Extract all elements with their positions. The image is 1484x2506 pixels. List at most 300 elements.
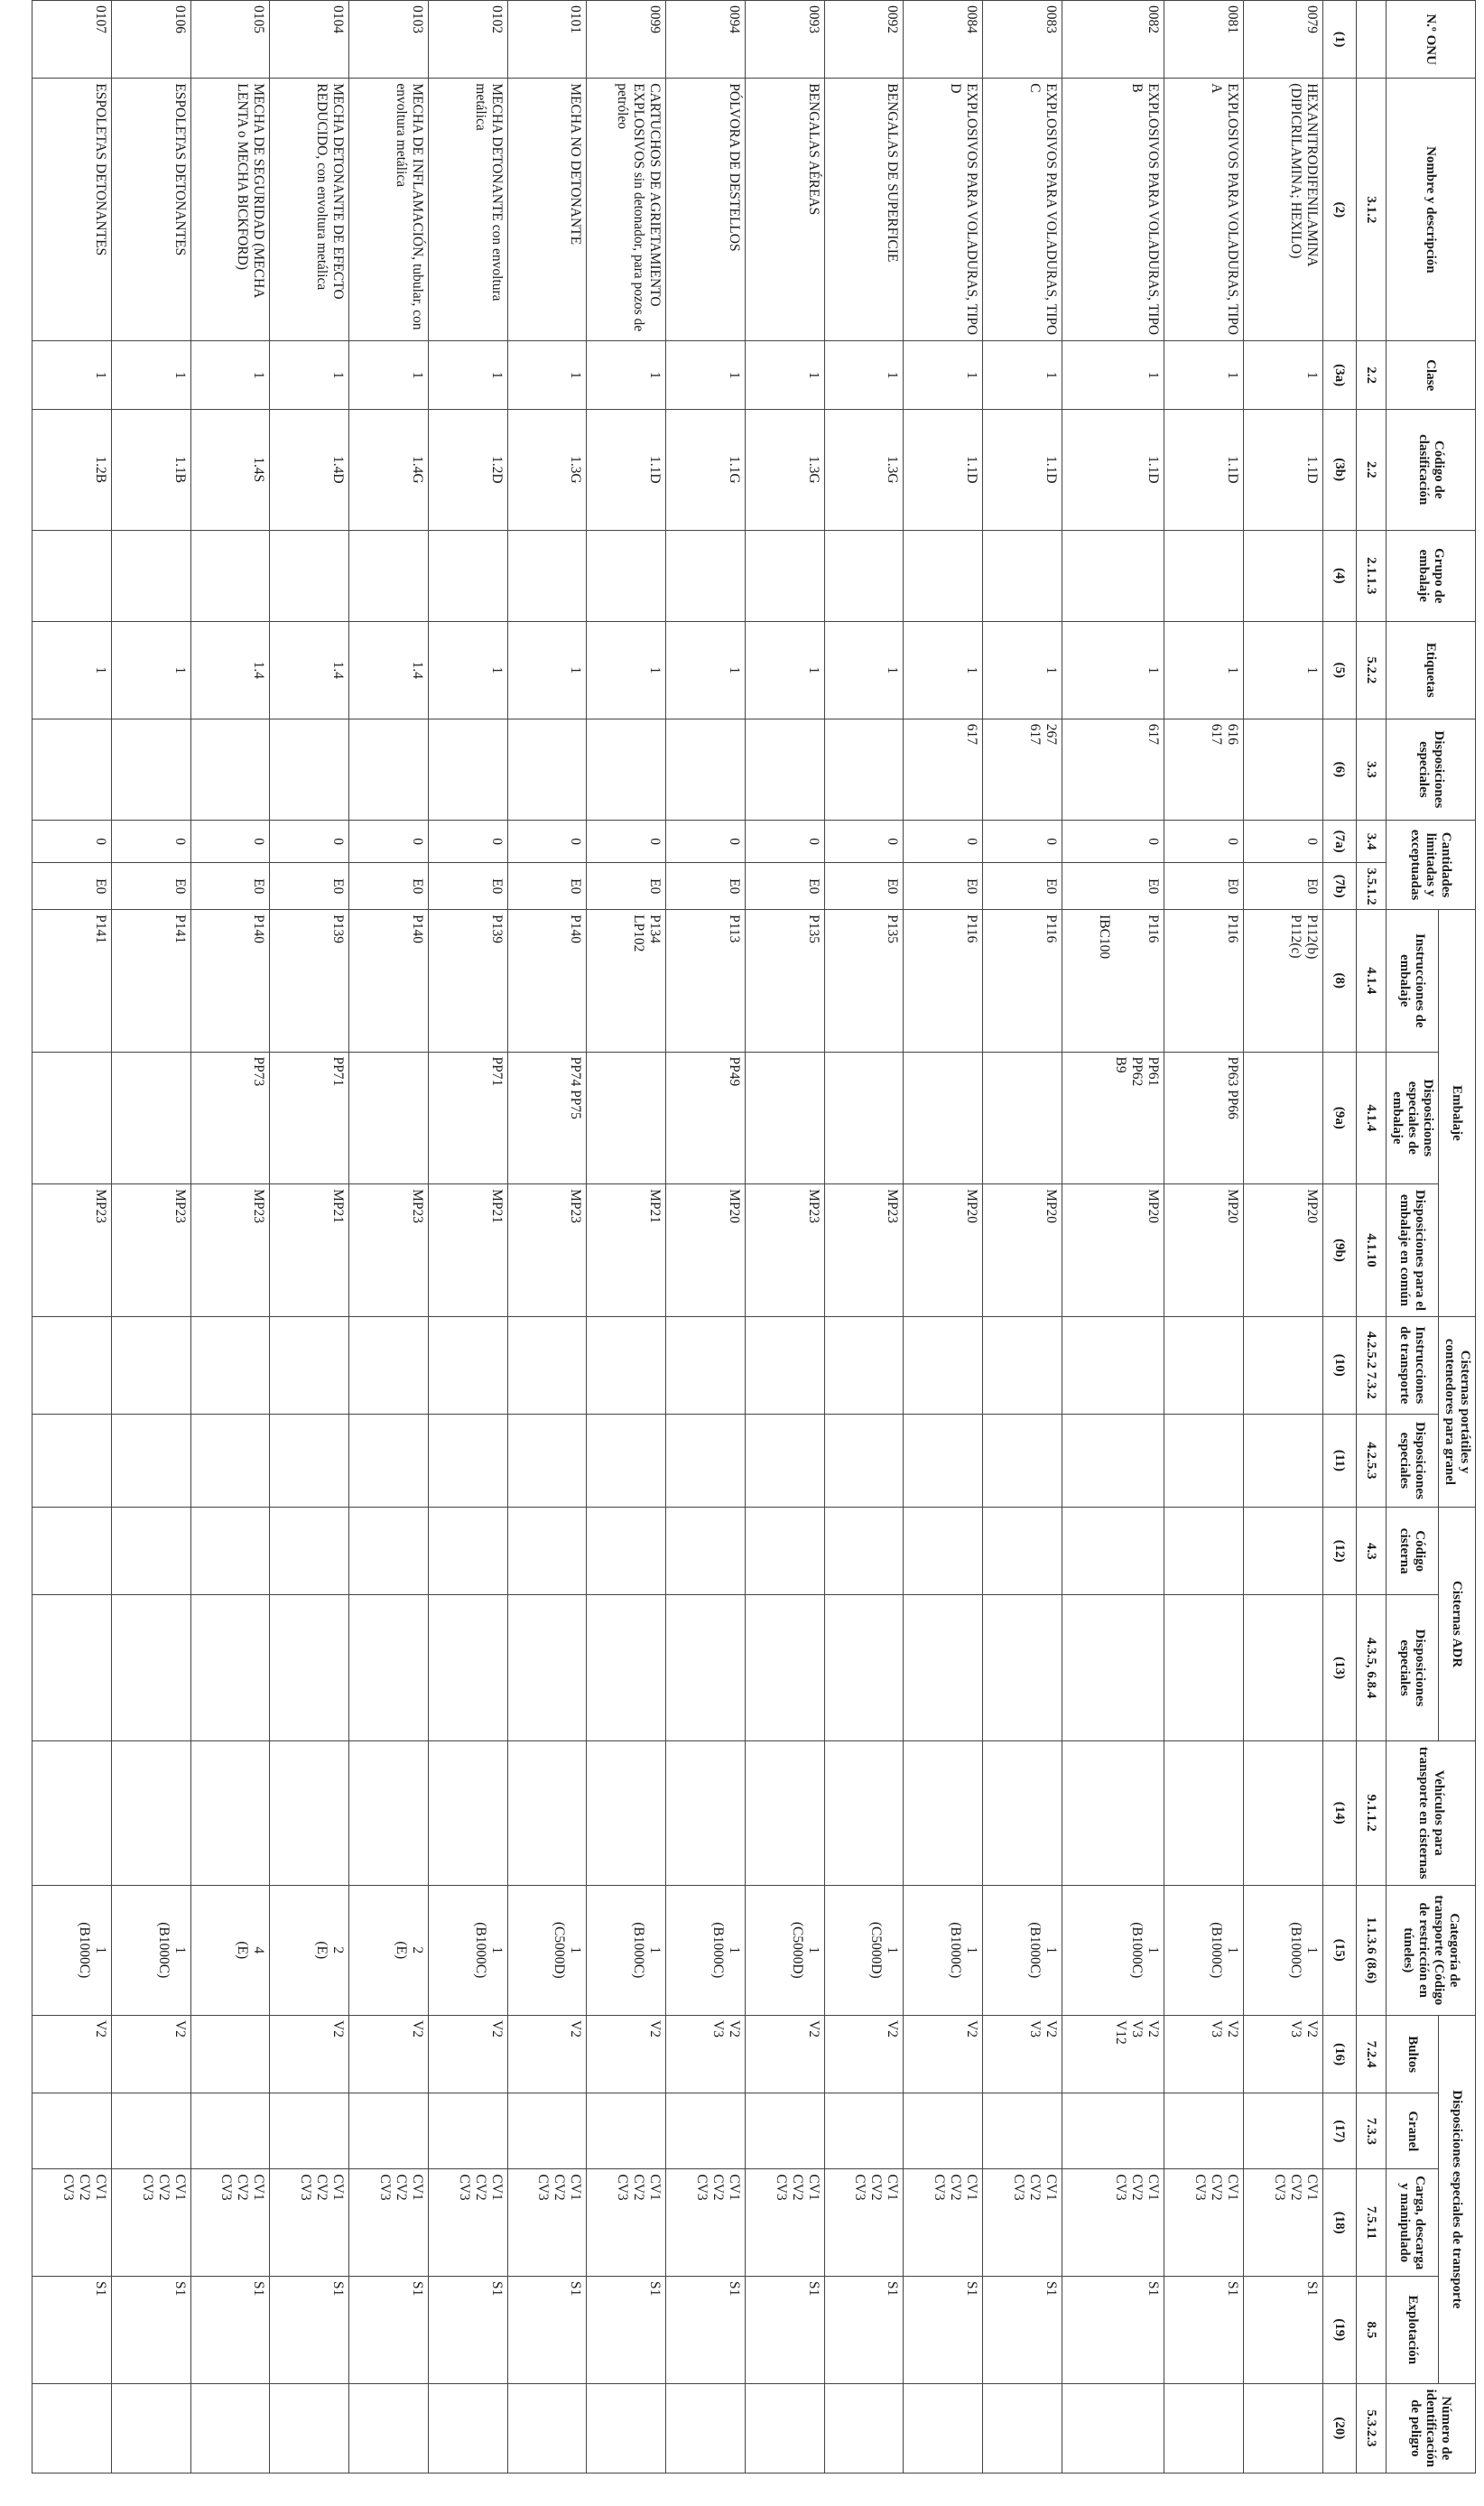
loading-provisions-line: CV3 bbox=[1010, 2174, 1026, 2201]
packages-provisions bbox=[745, 2016, 824, 2093]
substance-name: EXPLOSIVOS PARA VOLADURAS, TIPO B bbox=[1062, 79, 1164, 341]
un-number: 0099 bbox=[587, 1, 666, 79]
packing-instructions-line: IBC100 bbox=[1097, 914, 1113, 960]
packing-instructions-line bbox=[1113, 914, 1129, 1046]
substance-name: ESPOLETAS DETONANTES bbox=[32, 79, 112, 341]
column-number: (4) bbox=[1323, 530, 1357, 621]
limited-quantity: 0 bbox=[507, 820, 587, 862]
ref-cell: 4.3 bbox=[1357, 1508, 1387, 1595]
transport-category bbox=[1062, 1885, 1164, 2015]
un-number: 0104 bbox=[270, 1, 349, 79]
adr-special bbox=[1062, 1595, 1164, 1741]
packing-special bbox=[745, 1052, 824, 1184]
labels-cell: 1 bbox=[983, 621, 1062, 719]
labels-cell: 1 bbox=[32, 621, 112, 719]
transport-category-line: (B1000C) bbox=[948, 1922, 964, 1979]
table-row bbox=[587, 1, 666, 2474]
packing-special bbox=[270, 1052, 349, 1184]
special-provisions bbox=[904, 719, 983, 820]
packing-instructions-line: P112(c) bbox=[1288, 914, 1303, 959]
packages-provisions-line: V2 bbox=[1145, 2020, 1162, 2037]
packing-instructions-line: P116 bbox=[1043, 914, 1059, 943]
labels-cell: 1.4 bbox=[190, 621, 270, 719]
vehicle-cell bbox=[111, 1740, 190, 1885]
tank-code bbox=[587, 1508, 666, 1595]
ref-cell: 2.2 bbox=[1357, 409, 1387, 530]
transport-category-line: 1 bbox=[1043, 1946, 1059, 1954]
header-packaging: Embalaje bbox=[1439, 910, 1476, 1317]
packing-group bbox=[904, 530, 983, 621]
header-packing-group: Grupo de embalaje bbox=[1387, 530, 1476, 621]
substance-name: EXPLOSIVOS PARA VOLADURAS, TIPO D bbox=[904, 79, 983, 341]
limited-quantity: 0 bbox=[904, 820, 983, 862]
transport-category-line: (B1000C) bbox=[1129, 1922, 1145, 1979]
classification-code: 1.1D bbox=[1164, 409, 1244, 530]
vehicle-cell bbox=[32, 1740, 112, 1885]
excepted-quantity: E0 bbox=[824, 863, 904, 910]
packing-instructions bbox=[587, 910, 666, 1052]
packing-instructions bbox=[190, 910, 270, 1052]
column-number-row bbox=[1323, 1, 1357, 2474]
vehicle-cell bbox=[507, 1740, 587, 1885]
header-operation: Explotación bbox=[1387, 2277, 1439, 2384]
tank-code bbox=[1244, 1508, 1323, 1595]
column-number: (3a) bbox=[1323, 341, 1357, 409]
column-number: (6) bbox=[1323, 719, 1357, 820]
vehicle-cell bbox=[1164, 1740, 1244, 1885]
special-provisions-line: 617 bbox=[964, 723, 980, 746]
loading-provisions-line: CV3 bbox=[1113, 2174, 1129, 2201]
table-row bbox=[824, 1, 904, 2474]
class-cell: 1 bbox=[983, 341, 1062, 409]
ref-cell: 4.2.5.3 bbox=[1357, 1414, 1387, 1508]
column-number: (1) bbox=[1323, 1, 1357, 79]
vehicle-cell bbox=[1062, 1740, 1164, 1885]
tank-instructions bbox=[904, 1316, 983, 1414]
adr-special bbox=[111, 1595, 190, 1741]
loading-provisions-line: CV2 bbox=[631, 2174, 647, 2201]
transport-category-line: (E) bbox=[314, 1941, 330, 1960]
loading-provisions bbox=[428, 2169, 507, 2277]
classification-code: 1.1D bbox=[1062, 409, 1164, 530]
transport-category-line: (B1000C) bbox=[1026, 1922, 1043, 1979]
ref-cell: 7.5.11 bbox=[1357, 2169, 1387, 2277]
packages-provisions-line: V2 bbox=[409, 2020, 425, 2037]
packing-group bbox=[1244, 530, 1323, 621]
loading-provisions-line: CV2 bbox=[235, 2174, 251, 2201]
operation-cell: S1 bbox=[190, 2277, 270, 2384]
column-number: (12) bbox=[1323, 1508, 1357, 1595]
transport-category-line: 4 bbox=[251, 1946, 267, 1954]
ref-cell: 7.2.4 bbox=[1357, 2016, 1387, 2093]
packing-instructions-line: P116 bbox=[1225, 914, 1241, 943]
packing-special bbox=[1062, 1052, 1164, 1184]
loading-provisions-line: CV1 bbox=[488, 2174, 505, 2201]
loading-provisions-line: CV2 bbox=[155, 2174, 172, 2201]
packing-special bbox=[983, 1052, 1062, 1184]
tank-instructions bbox=[507, 1316, 587, 1414]
tank-instructions bbox=[32, 1316, 112, 1414]
table-row bbox=[111, 1, 190, 2474]
packing-instructions bbox=[507, 910, 587, 1052]
tank-instructions bbox=[745, 1316, 824, 1414]
labels-cell: 1 bbox=[666, 621, 746, 719]
packing-group bbox=[428, 530, 507, 621]
loading-provisions-line: CV1 bbox=[409, 2174, 425, 2201]
packing-group bbox=[270, 530, 349, 621]
bulk-cell bbox=[1244, 2093, 1323, 2169]
class-cell: 1 bbox=[270, 341, 349, 409]
loading-provisions-line: CV1 bbox=[568, 2174, 584, 2201]
labels-cell: 1 bbox=[507, 621, 587, 719]
hazard-id-cell bbox=[1062, 2383, 1164, 2473]
operation-cell: S1 bbox=[587, 2277, 666, 2384]
packing-special bbox=[111, 1052, 190, 1184]
column-number: (9a) bbox=[1323, 1052, 1357, 1184]
vehicle-cell bbox=[190, 1740, 270, 1885]
special-provisions-line: 616 bbox=[1225, 723, 1241, 746]
packing-special bbox=[666, 1052, 746, 1184]
column-number: (11) bbox=[1323, 1414, 1357, 1508]
loading-provisions bbox=[1062, 2169, 1164, 2277]
packing-instructions-line: P134 bbox=[647, 914, 663, 943]
labels-cell: 1 bbox=[111, 621, 190, 719]
transport-category bbox=[1244, 1885, 1323, 2015]
limited-quantity: 0 bbox=[349, 820, 429, 862]
transport-category-line: 1 bbox=[1225, 1946, 1241, 1954]
packing-instructions bbox=[824, 910, 904, 1052]
column-number: (3b) bbox=[1323, 409, 1357, 530]
labels-cell: 1 bbox=[1062, 621, 1164, 719]
header-un: N.º ONU bbox=[1387, 1, 1476, 79]
tank-instructions bbox=[1164, 1316, 1244, 1414]
header-bulk: Granel bbox=[1387, 2093, 1439, 2169]
class-cell: 1 bbox=[349, 341, 429, 409]
header-packing-special: Disposiciones especiales de embalaje bbox=[1387, 1052, 1439, 1184]
labels-cell: 1 bbox=[428, 621, 507, 719]
packages-provisions-line: V2 bbox=[92, 2020, 108, 2037]
hazard-id-cell bbox=[32, 2383, 112, 2473]
packages-provisions-line: V2 bbox=[726, 2020, 742, 2037]
loading-provisions-line: CV2 bbox=[1129, 2174, 1145, 2201]
loading-provisions-line: CV3 bbox=[932, 2174, 948, 2201]
tank-special bbox=[587, 1414, 666, 1508]
mixed-packing: MP20 bbox=[1062, 1184, 1164, 1317]
un-number: 0105 bbox=[190, 1, 270, 79]
column-number: (5) bbox=[1323, 621, 1357, 719]
transport-category-line: 1 bbox=[1304, 1946, 1320, 1954]
loading-provisions-line: CV1 bbox=[1225, 2174, 1241, 2201]
packages-provisions-line: V12 bbox=[1113, 2020, 1129, 2045]
bulk-cell bbox=[983, 2093, 1062, 2169]
limited-quantity: 0 bbox=[1062, 820, 1164, 862]
substance-name: MECHA NO DETONANTE bbox=[507, 79, 587, 341]
packing-instructions-line: P135 bbox=[805, 914, 821, 943]
labels-cell: 1 bbox=[587, 621, 666, 719]
column-number: (14) bbox=[1323, 1740, 1357, 1885]
packages-provisions bbox=[190, 2016, 270, 2093]
operation-cell: S1 bbox=[32, 2277, 112, 2384]
packing-special bbox=[1244, 1052, 1323, 1184]
tank-code bbox=[190, 1508, 270, 1595]
adr-special bbox=[904, 1595, 983, 1741]
un-number: 0103 bbox=[349, 1, 429, 79]
mixed-packing: MP23 bbox=[190, 1184, 270, 1317]
ref-cell: 4.1.4 bbox=[1357, 910, 1387, 1052]
loading-provisions-line: CV2 bbox=[710, 2174, 726, 2201]
excepted-quantity: E0 bbox=[270, 863, 349, 910]
packing-instructions bbox=[349, 910, 429, 1052]
transport-category-line: (B1000C) bbox=[1209, 1922, 1225, 1979]
transport-category-line: (C5000D) bbox=[868, 1921, 885, 1979]
mixed-packing: MP23 bbox=[32, 1184, 112, 1317]
classification-code: 1.3G bbox=[745, 409, 824, 530]
special-provisions bbox=[32, 719, 112, 820]
classification-code: 1.1G bbox=[666, 409, 746, 530]
packages-provisions bbox=[824, 2016, 904, 2093]
un-number: 0106 bbox=[111, 1, 190, 79]
classification-code: 1.3G bbox=[507, 409, 587, 530]
loading-provisions bbox=[1164, 2169, 1244, 2277]
column-number: (13) bbox=[1323, 1595, 1357, 1741]
operation-cell: S1 bbox=[111, 2277, 190, 2384]
special-provisions bbox=[1164, 719, 1244, 820]
packing-special bbox=[349, 1052, 429, 1184]
table-row bbox=[1062, 1, 1164, 2474]
un-number: 0094 bbox=[666, 1, 746, 79]
loading-provisions-line: CV2 bbox=[76, 2174, 92, 2201]
tank-instructions bbox=[666, 1316, 746, 1414]
un-number: 0083 bbox=[983, 1, 1062, 79]
excepted-quantity: E0 bbox=[587, 863, 666, 910]
packing-instructions bbox=[1244, 910, 1323, 1052]
table-body bbox=[32, 1, 1323, 2474]
tank-instructions bbox=[428, 1316, 507, 1414]
labels-cell: 1 bbox=[1244, 621, 1323, 719]
packages-provisions-line: V3 bbox=[1288, 2020, 1303, 2037]
packing-group bbox=[507, 530, 587, 621]
tank-code bbox=[824, 1508, 904, 1595]
un-number: 0101 bbox=[507, 1, 587, 79]
operation-cell: S1 bbox=[983, 2277, 1062, 2384]
special-provisions bbox=[983, 719, 1062, 820]
loading-provisions-line: CV3 bbox=[376, 2174, 393, 2201]
bulk-cell bbox=[270, 2093, 349, 2169]
packing-group bbox=[190, 530, 270, 621]
transport-category-line: 1 bbox=[964, 1946, 980, 1954]
transport-category-line: (C5000D) bbox=[789, 1921, 805, 1979]
mixed-packing: MP23 bbox=[349, 1184, 429, 1317]
tank-special bbox=[983, 1414, 1062, 1508]
class-cell: 1 bbox=[824, 341, 904, 409]
packing-instructions-line: P135 bbox=[885, 914, 901, 943]
substance-name: MECHA DE INFLAMACIÓN, tubular, con envoltura metálica bbox=[349, 79, 429, 341]
bulk-cell bbox=[824, 2093, 904, 2169]
tank-code bbox=[270, 1508, 349, 1595]
packing-instructions-line: P140 bbox=[409, 914, 425, 943]
tank-instructions bbox=[587, 1316, 666, 1414]
header-class: Clase bbox=[1387, 341, 1476, 409]
excepted-quantity: E0 bbox=[745, 863, 824, 910]
operation-cell: S1 bbox=[1164, 2277, 1244, 2384]
adr-special bbox=[745, 1595, 824, 1741]
packages-provisions-line: V2 bbox=[1043, 2020, 1059, 2037]
packing-group bbox=[349, 530, 429, 621]
packages-provisions-line: V2 bbox=[805, 2020, 821, 2037]
loading-provisions bbox=[745, 2169, 824, 2277]
loading-provisions-line: CV2 bbox=[948, 2174, 964, 2201]
hazard-id-cell bbox=[428, 2383, 507, 2473]
header-classification-code: Código de clasificación bbox=[1387, 409, 1476, 530]
loading-provisions bbox=[666, 2169, 746, 2277]
mixed-packing: MP20 bbox=[666, 1184, 746, 1317]
classification-code: 1.1D bbox=[587, 409, 666, 530]
loading-provisions-line: CV3 bbox=[139, 2174, 155, 2201]
bulk-cell bbox=[349, 2093, 429, 2169]
limited-quantity: 0 bbox=[111, 820, 190, 862]
packages-provisions-line: V3 bbox=[1129, 2020, 1145, 2037]
transport-category-line: 1 bbox=[172, 1946, 188, 1954]
packages-provisions bbox=[1164, 2016, 1244, 2093]
transport-category-line: 1 bbox=[1145, 1946, 1162, 1954]
packing-instructions-line: P140 bbox=[251, 914, 267, 943]
table-row bbox=[190, 1, 270, 2474]
packing-instructions-line: P141 bbox=[172, 914, 188, 943]
column-number: (20) bbox=[1323, 2383, 1357, 2473]
bulk-cell bbox=[587, 2093, 666, 2169]
packages-provisions-line: V3 bbox=[1026, 2020, 1043, 2037]
class-cell: 1 bbox=[32, 341, 112, 409]
packing-instructions bbox=[1062, 910, 1164, 1052]
packing-instructions bbox=[983, 910, 1062, 1052]
packages-provisions bbox=[349, 2016, 429, 2093]
mixed-packing: MP21 bbox=[270, 1184, 349, 1317]
class-cell: 1 bbox=[507, 341, 587, 409]
mixed-packing: MP20 bbox=[1164, 1184, 1244, 1317]
tank-special bbox=[111, 1414, 190, 1508]
excepted-quantity: E0 bbox=[1244, 863, 1323, 910]
packages-provisions-line: V2 bbox=[964, 2020, 980, 2037]
loading-provisions-line: CV1 bbox=[1304, 2174, 1320, 2201]
loading-provisions-line: CV1 bbox=[172, 2174, 188, 2201]
loading-provisions-line: CV3 bbox=[456, 2174, 472, 2201]
packages-provisions bbox=[111, 2016, 190, 2093]
loading-provisions bbox=[349, 2169, 429, 2277]
substance-name: CARTUCHOS DE AGRIETAMIENTO EXPLOSIVOS sin detonador, para pozos de petróleo bbox=[587, 79, 666, 341]
packing-group bbox=[1164, 530, 1244, 621]
tank-code bbox=[507, 1508, 587, 1595]
column-number: (15) bbox=[1323, 1885, 1357, 2015]
transport-category-line: (B1000C) bbox=[631, 1922, 647, 1979]
tank-code bbox=[745, 1508, 824, 1595]
vehicle-cell bbox=[270, 1740, 349, 1885]
packing-instructions bbox=[745, 910, 824, 1052]
tank-special bbox=[349, 1414, 429, 1508]
packages-provisions bbox=[904, 2016, 983, 2093]
substance-name: PÓLVORA DE DESTELLOS bbox=[666, 79, 746, 341]
header-special-provisions: Disposiciones especiales bbox=[1387, 719, 1476, 820]
packing-instructions bbox=[32, 910, 112, 1052]
tank-code bbox=[983, 1508, 1062, 1595]
hazard-id-cell bbox=[666, 2383, 746, 2473]
column-number: (9b) bbox=[1323, 1184, 1357, 1317]
loading-provisions-line: CV3 bbox=[615, 2174, 631, 2201]
ref-cell: 4.1.10 bbox=[1357, 1184, 1387, 1317]
loading-provisions-line: CV2 bbox=[314, 2174, 330, 2201]
transport-category bbox=[983, 1885, 1062, 2015]
loading-provisions-line: CV3 bbox=[773, 2174, 789, 2201]
excepted-quantity: E0 bbox=[666, 863, 746, 910]
bulk-cell bbox=[32, 2093, 112, 2169]
transport-category-line: 1 bbox=[805, 1946, 821, 1954]
packing-special-line: PP71 bbox=[488, 1056, 505, 1087]
transport-category-line: (E) bbox=[393, 1941, 409, 1960]
tank-instructions bbox=[1244, 1316, 1323, 1414]
transport-category-line: 1 bbox=[885, 1946, 901, 1954]
ref-cell bbox=[1357, 1, 1387, 79]
loading-provisions-line: CV1 bbox=[1145, 2174, 1162, 2201]
substance-name: MECHA DETONANTE DE EFECTO REDUCIDO, con envoltura metálica bbox=[270, 79, 349, 341]
loading-provisions-line: CV1 bbox=[647, 2174, 663, 2201]
limited-quantity: 0 bbox=[428, 820, 507, 862]
labels-cell: 1 bbox=[904, 621, 983, 719]
ref-cell: 8.5 bbox=[1357, 2277, 1387, 2384]
excepted-quantity: E0 bbox=[1062, 863, 1164, 910]
labels-cell: 1.4 bbox=[349, 621, 429, 719]
limited-quantity: 0 bbox=[587, 820, 666, 862]
packages-provisions bbox=[1244, 2016, 1323, 2093]
packing-instructions-line: P141 bbox=[92, 914, 108, 943]
packing-group bbox=[745, 530, 824, 621]
packing-special bbox=[428, 1052, 507, 1184]
mixed-packing: MP21 bbox=[428, 1184, 507, 1317]
packages-provisions bbox=[1062, 2016, 1164, 2093]
tank-instructions bbox=[190, 1316, 270, 1414]
header-adr-special: Disposiciones especiales bbox=[1387, 1595, 1439, 1741]
excepted-quantity: E0 bbox=[428, 863, 507, 910]
loading-provisions-line: CV1 bbox=[964, 2174, 980, 2201]
tank-code bbox=[904, 1508, 983, 1595]
transport-category bbox=[349, 1885, 429, 2015]
loading-provisions bbox=[904, 2169, 983, 2277]
hazard-id-cell bbox=[824, 2383, 904, 2473]
packing-instructions bbox=[111, 910, 190, 1052]
classification-code: 1.4G bbox=[349, 409, 429, 530]
loading-provisions-line: CV2 bbox=[1288, 2174, 1303, 2201]
packing-special bbox=[904, 1052, 983, 1184]
vehicle-cell bbox=[428, 1740, 507, 1885]
tank-code bbox=[32, 1508, 112, 1595]
vehicle-cell bbox=[1244, 1740, 1323, 1885]
un-number: 0102 bbox=[428, 1, 507, 79]
transport-category bbox=[666, 1885, 746, 2015]
un-number: 0107 bbox=[32, 1, 112, 79]
loading-provisions-line: CV3 bbox=[218, 2174, 235, 2201]
header-mixed-packing: Disposiciones para el embalaje en común bbox=[1387, 1184, 1439, 1317]
packing-instructions-line: P113 bbox=[726, 914, 742, 943]
transport-category-line: (C5000D) bbox=[552, 1921, 568, 1979]
packing-special bbox=[587, 1052, 666, 1184]
packing-group bbox=[587, 530, 666, 621]
transport-category-line: (B1000C) bbox=[472, 1922, 488, 1979]
adr-special bbox=[507, 1595, 587, 1741]
vehicle-cell bbox=[666, 1740, 746, 1885]
operation-cell: S1 bbox=[1244, 2277, 1323, 2384]
transport-category bbox=[111, 1885, 190, 2015]
transport-category-line: 2 bbox=[330, 1946, 347, 1954]
ref-cell: 3.5.1.2 bbox=[1357, 863, 1387, 910]
ref-cell: 3.4 bbox=[1357, 820, 1387, 862]
